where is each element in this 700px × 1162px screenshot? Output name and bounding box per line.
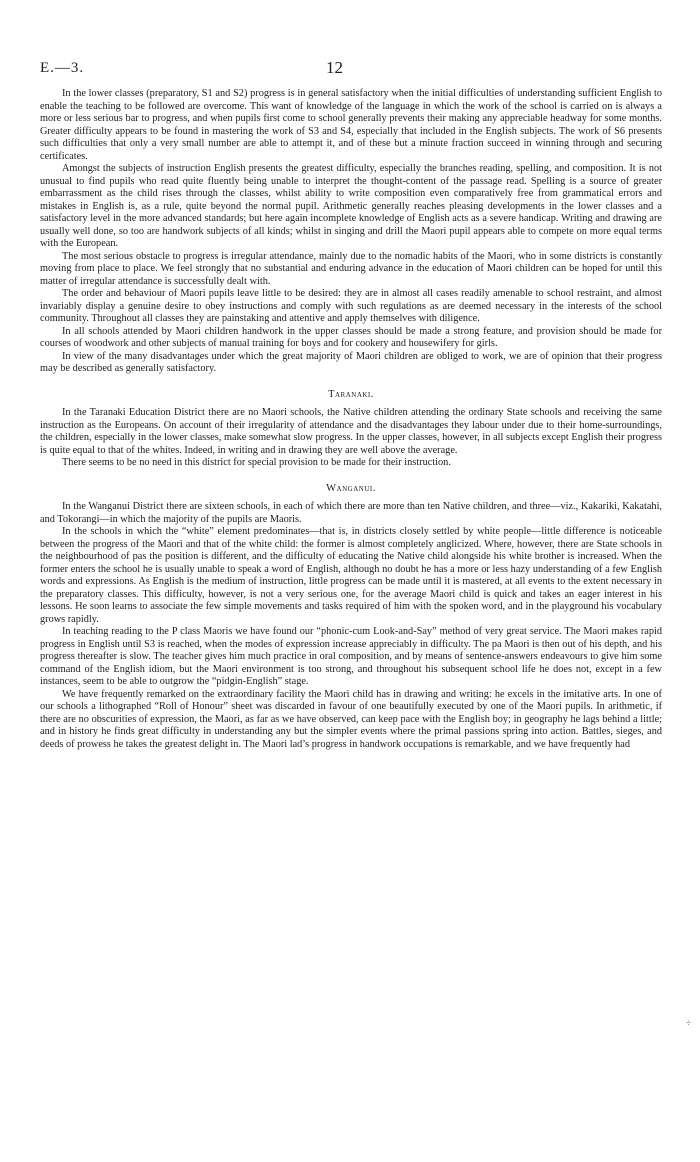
section-heading-taranaki: Taranaki. (328, 388, 374, 400)
paragraph: In teaching reading to the P class Maoris we have found our “phonic-cum Look-and-Say” method of very great service. The Maori makes rapid progress in English until S3 is reached, when the modes of expression increase appreciably in difficulty. The pa Maori is then out of his depth, and his progress thereafter is slow. The teacher gives him much practice in oral composition, and by means of sentence-answers endeavours to give him some command of the English idiom, but the Maori environment is too strong, and throughout his subsequent school life he does not, except in a few instances, seem to be able to outgrow the “pidgin-English” stage. (40, 626, 662, 687)
paragraph: There seems to be no need in this district for special provision to be made for their instruction. (62, 457, 451, 468)
body-text (40, 88, 662, 751)
paragraph: The most serious obstacle to progress is irregular attendance, mainly due to the nomadic habits of the Maori, who in some districts is constantly moving from place to place. We feel strongly that no substantial and enduring advance in the education of Maori children can be hoped for until this matter of irregular attendance is successfully dealt with. (40, 250, 662, 287)
paragraph: In the schools in which the “white” element predominates—that is, in districts closely settled by white people—little difference is noticeable between the progress of the Maori and that of the white child: the former is almost completely anglicized. Where, however, there are State schools in the neighbourhood of pas the position is different, and the difficulty of educating the Native child alongside his white brother is increased. When the former enters the school he is usually unable to speak a word of English, although no doubt he has a more or less hazy understanding of a few English words and expressions. As English is the medium of instruction, little progress can be made until it is mastered, at all events to the extent necessary in the preparatory classes. This difficulty, however, is not a very serious one, for the average Maori child is quick and takes an eager interest in his lessons. He soon learns to associate the few simple movements and tasks required of him with the spoken word, and in the playground his vocabulary grows rapidly. (40, 526, 662, 625)
paragraph: In the Wanganui District there are sixteen schools, in each of which there are more than ten Native children, and three—viz., Kakariki, Kakatahi, and Tokorangi—in which the majority of the pupils are Maoris. (40, 501, 662, 525)
paragraph: In view of the many disadvantages under which the great majority of Maori children are obliged to work, we are of opinion that their progress may be described as generally satisfactory. (40, 350, 662, 374)
paragraph: We have frequently remarked on the extraordinary facility the Maori child has in drawing and writing: he excels in the imitative arts. In one of our schools a lithographed “Roll of Honour” sheet was discarded in favour of one beautifully executed by one of the Maori pupils. In arithmetic, if there are no obscurities of expression, the Maori, as far as we have observed, can keep pace with the English boy; in geography he lags behind a little; and in history he finds great difficulty in understanding any but the simpler events where the primal passions spring into action. Battles, sieges, and deeds of prowess he takes the greatest delight in. The Maori lad’s progress in handwork occupations is remarkable, and we have frequently had (40, 688, 662, 750)
margin-mark: ÷ (686, 1018, 691, 1028)
page-number: 12 (326, 58, 343, 77)
section-heading-wanganui: Wanganui. (326, 482, 376, 494)
report-reference: E.—3. (40, 60, 85, 76)
paragraph: The order and behaviour of Maori pupils leave little to be desired: they are in almost all cases readily amenable to school restraint, and almost invariably display a genuine desire to obey instructions and comply with such regulations as are deemed necessary in the interests of the school community. Throughout all classes they are painstaking and attentive and apply themselves with diligence. (40, 288, 662, 324)
paragraph: Amongst the subjects of instruction English presents the greatest difficulty, especially the branches reading, spelling, and composition. It is not unusual to find pupils who read quite fluently being unable to interpret the thought-content of the passage read. Spelling is a source of greater embarrassment as the child rises through the classes, whilst ability to write composition even comparatively free from grammatical errors and mistakes in English is, as a rule, quite beyond the normal pupil. Arithmetic generally reaches pleasing developments in the lower classes and a satisfactory level in the more advanced standards; but here again incomplete knowledge of English acts as a severe handicap. Writing and drawing are usually well done, so too are handwork subjects of all kinds; whilst in singing and drill the Maori pupil appears able to compete on more equal terms with the European. (40, 163, 662, 249)
paragraph: In the Taranaki Education District there are no Maori schools, the Native children attending the ordinary State schools and receiving the same instruction as the Europeans. On account of their irregularity of attendance and the disadvantages they labour under due to their home-surroundings, the children, especially in the lower classes, make somewhat slow progress. In the upper classes, however, in all subjects except English their progress is quite equal to that of the whites. Indeed, in writing and in drawing they are well above the average. (40, 407, 662, 456)
paragraph: In all schools attended by Maori children handwork in the upper classes should be made a strong feature, and provision should be made for courses of woodwork and other subjects of manual training for boys and for cookery and housewifery for girls. (40, 325, 662, 349)
paragraph: In the lower classes (preparatory, S1 and S2) progress is in general satisfactory when the initial difficulties of understanding sufficient English to enable the teaching to be followed are overcome. This want of knowledge of the language in which the work of the school is carried on is always a more or less serious bar to progress, and when pupils first come to school generally prevents their making any appreciable headway for some months. Greater difficulty appears to be found in mastering the work of S3 and S4, especially that included in the English subjects. The work of S6 presents such difficulties that only a very small number are able to attempt it, and of these but a minute fraction succeed in winning through and securing certificates. (40, 88, 662, 162)
